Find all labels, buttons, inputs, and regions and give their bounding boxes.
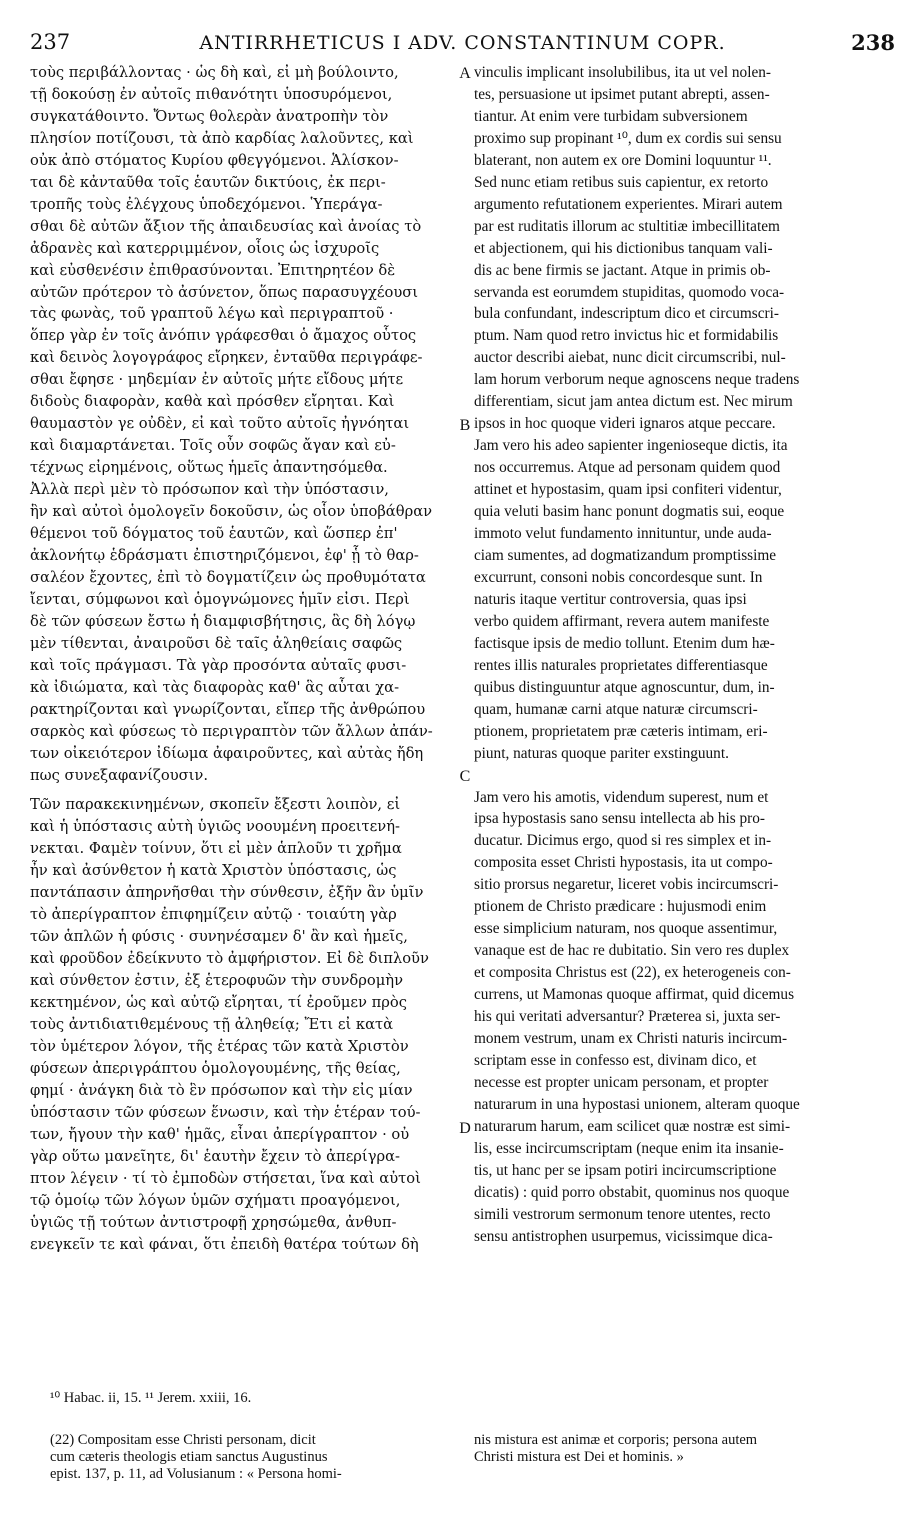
running-title: ANTIRRHETICUS I ADV. CONSTANTINUM COPR. (199, 32, 726, 54)
latin-column (474, 62, 896, 1248)
greek-paragraph-2: Τῶν παρακεκινημένων, σκοπεῖν ἔξεστι λοιπὸν, εἰ καὶ ἡ ὑπόστασις αὐτὴ ὑγιῶς νοουμένη προειτενή- νεκται. Φαμὲν τοίνυν, ὅτι εἰ μὲν ἁπλοῦν τι χρῆμα ἦν καὶ ἀσύνθετον ἡ κατὰ Χριστὸν ὑπόστασις, ὡς παντάπασιν ἀπηρνῆσθαι τὴν σύνθεσιν, ἐξῆν ἂν ὑμῖν τὸ ἀπερίγραπτον ἐπιφημίζειν αὐτῷ · τοιαύτη γὰρ τῶν ἁπλῶν ἡ φύσις · συνηνέσαμεν δ' ἂν καὶ ἡμεῖς, καὶ φροῦδον ἐδείκνυτο τὸ ἀμφήριστον. Εἰ δὲ διπλοῦν καὶ σύνθετον ἐστιν, ἐξ ἑτεροφυῶν τὴν συνδρομὴν κεκτημένον, ὡς καὶ αὐτῷ εἴρηται, τί ἐροῦμεν πρὸς τοὺς ἀντιδιατιθεμένους τῇ ἀληθείᾳ; Ἔτι εἰ κατὰ τὸν ὑμέτερον λόγον, τῆς ἑτέρας τῶν κατὰ Χριστὸν φύσεων ἀπεριγράπτου ὁμολογουμένης, τῆς θείας, φημί · ἀνάγκη διὰ τὸ ἓν πρόσωπον καὶ τὴν εἰς μίαν ὑπόστασιν τῶν φύσεων ἕνωσιν, καὶ τὴν ἑτέραν τού- των, ἤγουν τὴν καθ' ἡμᾶς, εἶναι ἀπερίγραπτον · οὐ γὰρ οὕτω μανεῖητε, δι' ἑαυτὴν ἔχειν τὸ ἀπερίγρα- πτον λέγειν · τί τὸ ἐμποδὼν στήσεται, ἵνα καὶ αὐτοὶ τῷ ὁμοίῳ τῶν λόγων ὑμῶν σχήματι προαγόμενοι, ὑγιῶς τῇ τούτων ἀντιστροφῇ χρησώμεθα, ἀνθυπ- ενεγκεῖν τε καὶ φάναι, ὅτι ἐπειδὴ θατέρα τούτων δὴ (30, 796, 429, 1253)
greek-column (30, 62, 462, 1255)
page-number-left: 237 (30, 30, 71, 54)
running-header (30, 30, 895, 60)
scripture-references: ¹⁰ Habac. ii, 15. ¹¹ Jerem. xxiii, 16. (50, 1390, 252, 1406)
page-number-right: 238 (851, 30, 895, 55)
margin-marker-b: B (459, 417, 471, 434)
footnote-22: (22) Compositam esse Christi personam, dicit cum cæteris theologis etiam sanctus Augustinus epist. 137, p. 11, ad Volusianum : « Persona homi- (50, 1432, 342, 1482)
latin-paragraph-1: vinculis implicant insolubilibus, ita ut vel nolen- tes, persuasione ut ipsimet putant abrepti, assen- tiantur. At enim vere turbidam subversionem proximo sup propinant ¹⁰, dum ex cordis sui sensu blaterant, non autem ex ore Domini loquuntur ¹¹. Sed nunc etiam retibus suis capientur, ex retorto argumento refutationem experientes. Mirari autem par est ruditatis illorum ac stultitiæ imbecillitatem et abjectionem, qui his dictionibus tanquam vali- dis ac bene firmis se jactant. Atque in primis ob- servanda est eorumdem stupiditas, quomodo voca- bula confundant, indescriptum dico et circumscri- ptum. Nam quod retro invictus hic et formidabilis auctor describi aiebat, nunc dicit circumscribi, nul- lam horum verborum neque agnoscens neque tradens differentiam, sicut jam antea dictum est. Nec mirum ipsos in hoc quoque videri ignaros atque peccare. Jam vero his adeo sapienter ingenioseque dictis, ita nos occurremus. Atque ad personam quidem quod attinet et hypostasim, quam ipsi confiteri videntur, quia veluti basim hanc ponunt dogmatis sui, eoque immoto velut fundamento innituntur, unde auda- ciam sumentes, ad dogmatizandum promptissime excurrunt, consoni nobis concordesque sunt. In naturis itaque vertitur controversia, quas ipsi verbo quidem affirmant, revera autem manifeste factisque ipsis de medio tollunt. Etenim dum hæ- rentes illis naturales proprietates differentiasque quibus distinguuntur atque agnoscuntur, dum, in- quam, humanæ carni atque naturæ circumscri- ptionem, proprietatem præ cæteris intimam, eri- piunt, naturas quoque pariter exstinguunt. (474, 64, 800, 762)
greek-paragraph-1: τοὺς περιβάλλοντας · ὡς δὴ καὶ, εἰ μὴ βούλοιντο, τῇ δοκούσῃ ἐν αὐτοῖς πιθανότητι ὑποσυρόμενοι, συγκατάθοιντο. Ὄντως θολερὰν ἀνατροπὴν τὸν πλησίον ποτίζουσι, τὰ ἀπὸ καρδίας λαλοῦντες, καὶ οὐκ ἀπὸ στόματος Κυρίου φθεγγόμενοι. Ἁλίσκον- ται δὲ κἀνταῦθα τοῖς ἑαυτῶν δικτύοις, ἐκ περι- τροπῆς τοὺς ἐλέγχους ὑποδεχόμενοι. Ὑπεράγα- σθαι δὲ αὐτῶν ἄξιον τῆς ἀπαιδευσίας καὶ ἀνοίας τὸ ἀδρανὲς καὶ κατερριμμένον, οἷοις ὡς ἰσχυροῖς καὶ εὐσθενέσιν ἐπιθρασύνονται. Ἐπιτηρητέον δὲ αὐτῶν πρότερον τὸ ἀσύνετον, ὅπως παρασυγχέουσι τὰς φωνὰς, τοῦ γραπτοῦ λέγω καὶ περιγραπτοῦ · ὅπερ γὰρ ἐν τοῖς ἀνόπιν γράφεσθαι ὁ ἄμαχος οὗτος καὶ δεινὸς λογογράφος εἴρηκεν, ἐνταῦθα περιγράφε- σθαι ἔφησε · μηδεμίαν ἐν αὐτοῖς μήτε εἴδους μήτε διδοὺς διαφορὰν, καθὰ καὶ πρόσθεν εἴρηται. Καὶ θαυμαστὸν γε οὐδὲν, εἰ καὶ τοῦτο αὐτοῖς ἠγνόηται καὶ διαμαρτάνεται. Τοῖς οὖν σοφῶς ἄγαν καὶ εὐ- τέχνως εἰρημένοις, οὕτως ἡμεῖς ἀπαντησόμεθα. Ἀλλὰ περὶ μὲν τὸ πρόσωπον καὶ τὴν ὑπόστασιν, ἣν καὶ αὐτοὶ ὁμολογεῖν δοκοῦσιν, ὡς οἷον ὑποβάθραν θέμενοι τοῦ δόγματος τοῦ ἑαυτῶν, καὶ ὥσπερ ἐπ' ἀκλονήτῳ ἑδράσματι ἐπιστηριζόμενοι, ἐφ' ᾗ τὸ θαρ- σαλέον ἔχοντες, ἐπὶ τὸ δογματίζειν ὡς προθυμότατα ἴενται, σύμφωνοι καὶ ὁμογνώμονες ἡμῖν εἰσι. Περὶ δὲ τῶν φύσεων ἔστω ἡ διαμφισβήτησις, ἃς δὴ λόγῳ μὲν τίθενται, ἀναιροῦσι δὲ ταῖς ἀληθείαις σαφῶς καὶ τοῖς πράγμασι. Τὰ γὰρ προσόντα αὐταῖς φυσι- κὰ ἰδιώματα, καὶ τὰς διαφορὰς καθ' ἃς αὗται χα- ρακτηρίζονται καὶ γνωρίζονται, εἴπερ τῆς ἀνθρώπου σαρκὸς καὶ φύσεως τὸ περιγραπτὸν τῶν ἄλλων ἀπάν- των οἰκειότερον ἰδίωμα ἀφαιροῦντες, καὶ αὐτὰς ἤδη πως συνεξαφανίζουσιν. (30, 64, 433, 784)
latin-paragraph-2: Jam vero his amotis, videndum superest, num et ipsa hypostasis sano sensu intellecta ab his pro- ducatur. Dicimus ergo, quod si res simplex et in- composita esset Christi hypostasis, ita ut compo- sitio prorsus negaretur, liceret vobis incircumscri- ptionem de Christo prædicare : hujusmodi enim esse simplicium naturam, nos quoque assentimur, vanaque est de hac re dubitatio. Sin vero res duplex et composita Christus est (22), ex heterogeneis con- currens, ut Mamonas quoque affirmat, quid dicemus his qui veritati adversantur? Præterea si, juxta ser- monem vestrum, unam ex Christi naturis incircum- scriptam esse in confesso est, divinam dico, et necesse est propter unicam personam, et propter naturarum in una hypostasi unionem, alteram quoque naturarum harum, eam scilicet quæ nostræ est simi- lis, esse incircumscriptam (neque enim ita insanie- tis, ut hanc per se ipsam potiri incircumscriptione dicatis) : quid porro obstabit, quominus nos quoque simili vestrorum sermonum tenore utentes, recto sensu antistrophen usurpemus, vicissimque dica- (474, 788, 800, 1245)
margin-marker-c: C (459, 768, 471, 785)
margin-marker-a: A (459, 65, 471, 82)
margin-marker-d: D (459, 1120, 471, 1137)
footnote-22-continued: nis mistura est animæ et corporis; persona autem Christi mistura est Dei et hominis. » (474, 1432, 758, 1465)
